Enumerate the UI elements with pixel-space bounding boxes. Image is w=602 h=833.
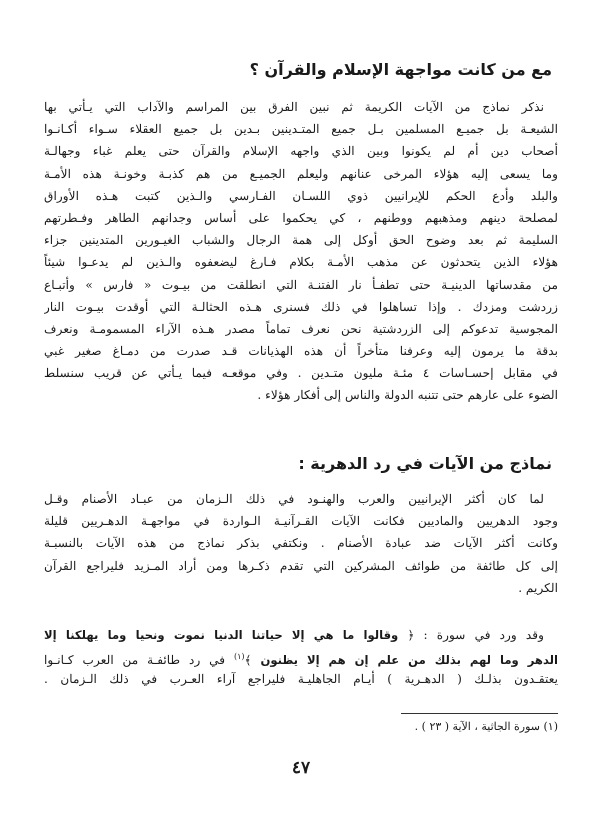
text-line: في مقابل إحسـاسات ٤ مئـة مليون متـدين . وفي موقعـه فيما يـأتي عن قريب سنسلط	[44, 366, 558, 381]
text-line: وجود الدهريين والماديين فكانت الآيات القـرآنيـة الـواردة في مواجهـة الدهـريين قليلة	[44, 514, 558, 529]
page-number: ٤٧	[291, 758, 311, 778]
text-line: والبلد وأدع الحكم للإيرانيين ذوي اللسـان الفـارسي والـذين كتبت هـذه الأوراق	[44, 188, 558, 203]
verse-intro: وقد ورد في سورة : ﴿	[398, 628, 544, 642]
footnote-divider	[401, 713, 558, 714]
text-line: بدقة ما يرمون إليه وعرفنا متأخراً أن هذه الهذيانات قـد صدرت من دمـاغ صغير غبي	[44, 344, 558, 359]
text-line: إلى كل طائفة من طوائف المشركين التي تقدم ذكـرها ومن أراد المـزيد فليراجع القرآن	[44, 558, 558, 573]
verse-line-2	[44, 646, 558, 668]
footnote-marker: (١)	[233, 652, 245, 662]
verse-close: ﴾	[244, 653, 261, 668]
text-line: السليمة ثم بعد وضوح الحق أوكل إلى همة الرجال والشباب الغيـورين المتدينين جزاء	[44, 233, 558, 248]
text-line: الكريم .	[518, 580, 558, 595]
verse-line-1	[44, 624, 558, 646]
text-line: وما يسعى إليه هؤلاء المرخى عنانهم وليعلم الجميـع من هم كذبـة وخونـة هذه الأمـة	[44, 166, 558, 181]
text-line: المجوسية تدعوكم إلى الزردشتية نحن نعرف تماماً مصدر هـذه الآراء المسمومـة ونعرف	[44, 321, 558, 336]
text-line: يعتقـدون بذلـك ( الدهـرية ) أيـام الجاهليـة فليراجع آراء العـرب في ذلك الـزمان .	[44, 672, 558, 687]
paragraph-2	[44, 488, 558, 599]
text-line: الضوء على عارهم حتى تتنبه الدولة والناس إلى أفكار هؤلاء .	[257, 388, 558, 403]
text-line: لمصلحة دينهم ومذهبهم ووطنهم ، كي يحكموا على أساس وجدانهم الطاهر وفـطرتهم	[44, 210, 558, 225]
text-line: نذكر نماذج من الآيات الكريمة ثم نبين الفرق بين المراسم والآداب التي يـأتي بها	[44, 100, 544, 114]
text-line: وكانت أكثر الآيات ضد عبادة الأصنام . ونكتفي بذكر نماذج من هذه الآيات بالنسبـة	[44, 536, 558, 551]
quranic-verse-part-2: الدهر وما لهم بذلك من علم إن هم إلا يظنون	[260, 653, 558, 668]
section-heading-2: نماذج من الآيات في رد الدهرية :	[298, 454, 552, 473]
text-line: أصحاب دين أم لم يكونوا وبين الذي واجهه الإسلام والقرآن حتى يعلم غباء وجهالـة	[44, 144, 558, 159]
text-line: من مقدساتها الدينيـة حتى تطفـأ نار الفتنـة التي انطلقت من بيـوت « فارس » وأتبـاع	[44, 277, 558, 292]
text-line: الشيعـة بل جميـع المسلمين بـل جميع المتـدينين بـدين بل جميع العقلاء سـواء أكـانـوا	[44, 122, 558, 137]
paragraph-3	[44, 624, 558, 691]
section-heading-1: مع من كانت مواجهة الإسلام والقرآن ؟	[249, 60, 552, 79]
text-line: لما كان أكثر الإيرانيين والعرب والهنـود في ذلك الـزمان من عبـاد الأصنام وقـل	[44, 492, 544, 506]
quranic-verse-part-1: وقالوا ما هي إلا حياتنا الدنيا نموت ونحيا وما يهلكنا إلا	[44, 628, 399, 642]
paragraph-1	[44, 96, 558, 407]
footnote: (١) سورة الجاثية ، الآية ( ٢٣ ) .	[414, 720, 558, 733]
verse-after: في رد طائفـة من العرب كـانـوا	[44, 653, 234, 668]
text-line: هؤلاء الذين يتحدثون عن مذهب الأمـة بكلام فـارغ ليضعفوه والـذين لم يدعـوا شيئاً	[44, 255, 558, 270]
text-line: زردشت ومزدك . وإذا تساهلوا في ذلك فسنرى هـذه الحثالـة التي أوقدت بيـوت النار	[44, 299, 558, 314]
